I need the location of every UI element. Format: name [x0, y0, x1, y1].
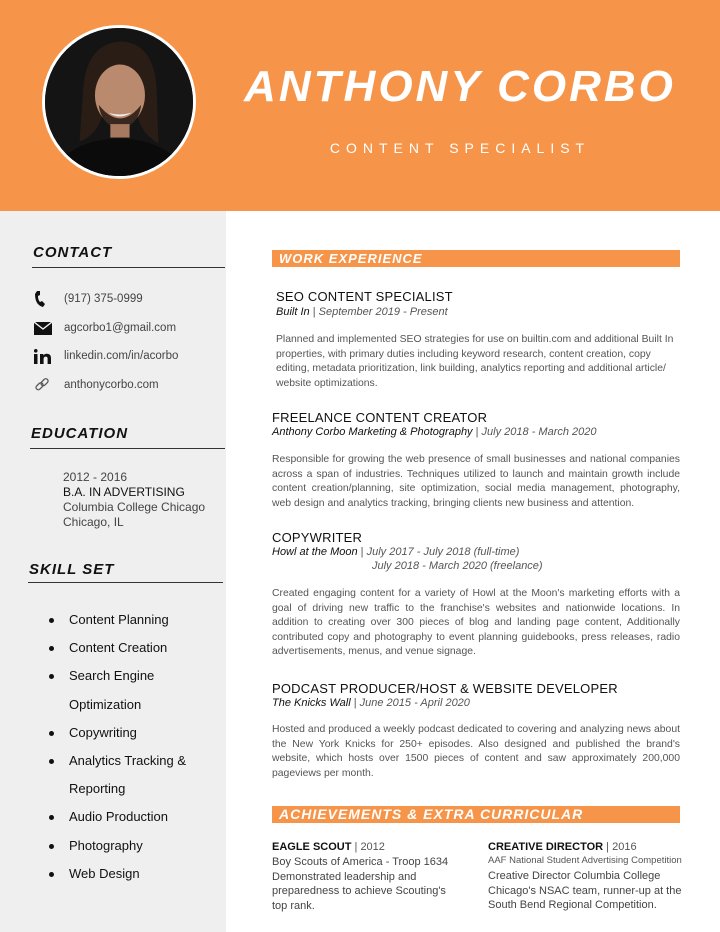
contact-phone	[34, 289, 143, 309]
education-school: Columbia College Chicago	[63, 500, 206, 514]
separator: |	[357, 546, 367, 558]
divider	[32, 267, 225, 268]
contact-email	[34, 318, 176, 338]
job-title: SEO CONTENT SPECIALIST	[276, 289, 453, 304]
achievement-title	[272, 841, 385, 853]
separator: |	[472, 426, 482, 438]
avatar	[42, 25, 196, 179]
job-org: The Knicks Wall	[272, 697, 351, 709]
contact-heading: CONTACT	[33, 244, 113, 261]
list-item: Copywriting	[46, 719, 216, 747]
job-meta	[272, 426, 597, 438]
education-block	[63, 470, 205, 530]
header-banner	[0, 0, 720, 211]
job-title: PODCAST PRODUCER/HOST & WEBSITE DEVELOPER	[272, 681, 618, 696]
mail-icon	[34, 319, 56, 337]
skills-list	[46, 606, 216, 888]
achievements-heading: ACHIEVEMENTS & EXTRA CURRICULAR	[272, 806, 680, 823]
achievement-description: Boy Scouts of America - Troop 1634 Demonstrated leadership and preparedness to achieve Scouting's top rank.	[272, 856, 449, 912]
education-location: Chicago, IL	[63, 515, 124, 529]
list-item: Search Engine Optimization	[46, 662, 216, 718]
job-title: COPYWRITER	[272, 530, 363, 545]
list-item: Web Design	[46, 860, 216, 888]
achievement-year: 2012	[360, 841, 385, 853]
list-item: Content Creation	[46, 634, 216, 662]
achievement-subtitle: AAF National Student Advertising Competition	[488, 855, 682, 866]
job-date: July 2018 - March 2020 (freelance)	[372, 560, 543, 572]
contact-linkedin	[34, 346, 178, 366]
achievement-name: EAGLE SCOUT	[272, 841, 352, 853]
job-org: Built In	[276, 306, 310, 318]
divider	[28, 582, 223, 583]
contact-phone-text: (917) 375-0999	[64, 293, 143, 305]
phone-icon	[34, 290, 56, 308]
separator: |	[309, 306, 319, 318]
link-icon	[34, 376, 56, 394]
job-meta-secondary	[372, 560, 543, 572]
contact-email-text[interactable]: agcorbo1@gmail.com	[64, 322, 177, 334]
contact-website-text[interactable]: anthonycorbo.com	[64, 379, 159, 391]
list-item: Audio Production	[46, 803, 216, 831]
achievement-name: CREATIVE DIRECTOR	[488, 841, 604, 853]
work-experience-heading: WORK EXPERIENCE	[272, 250, 680, 267]
achievement-description: Creative Director Columbia College Chicago's NSAC team, runner-up at the South Bend Regional Competition.	[488, 870, 682, 911]
job-org: Anthony Corbo Marketing & Photography	[272, 426, 473, 438]
job-meta	[272, 546, 519, 558]
job-meta	[276, 306, 448, 318]
contact-website	[34, 375, 159, 395]
portrait-photo	[45, 28, 193, 176]
job-description: Created engaging content for a variety of Howl at the Moon's marketing efforts with a goal of driving new traffic to the franchise's websites and nationwide locations. In addition to creating over 300 pieces of blog and landing page content, Additionally contributed copy and photography to event planning guidebooks, press releases, radio advertisements, menus, and venue signage.	[272, 588, 680, 657]
job-date: July 2018 - March 2020	[481, 426, 597, 438]
job-description: Responsible for growing the web presence of small businesses and national companies across a span of industries. Techniques utilized to launch and maintain growth include content creation/planning, site optimization, social media management, photography, web design and analytics tracking, bringing clients new business and attention.	[272, 454, 680, 509]
separator: |	[350, 697, 360, 709]
job-description: Planned and implemented SEO strategies for use on builtin.com and additional Built In properties, with primary duties including keyword research, content creation, copy editing, metadata prioritization, link building, analytics reporting and additional article/ website optimizations.	[276, 334, 674, 389]
education-degree: B.A. IN ADVERTISING	[63, 485, 185, 499]
skills-heading: SKILL SET	[29, 561, 115, 578]
achievement-year: 2016	[612, 841, 637, 853]
list-item: Content Planning	[46, 606, 216, 634]
contact-linkedin-text[interactable]: linkedin.com/in/acorbo	[64, 350, 179, 362]
linkedin-icon	[34, 347, 56, 365]
subtitle-role: CONTENT SPECIALIST	[329, 140, 591, 156]
achievement-title	[488, 841, 637, 853]
job-org: Howl at the Moon	[272, 546, 358, 558]
education-years: 2012 - 2016	[63, 470, 128, 484]
job-date: September 2019 - Present	[318, 306, 448, 318]
separator: |	[603, 841, 613, 853]
divider	[30, 448, 225, 449]
education-heading: EDUCATION	[31, 425, 129, 442]
list-item: Analytics Tracking & Reporting	[46, 747, 216, 803]
separator: |	[351, 841, 361, 853]
job-title: FREELANCE CONTENT CREATOR	[272, 410, 488, 425]
job-meta	[272, 697, 470, 709]
job-date: June 2015 - April 2020	[359, 697, 470, 709]
list-item: Photography	[46, 832, 216, 860]
job-description: Hosted and produced a weekly podcast dedicated to covering and analyzing news about the New York Knicks for 250+ episodes. Also designed and published the brand's website, which hosts over 1500 pieces of content and saw approximately 200,000 pageviews per month.	[272, 724, 680, 779]
page-title: ANTHONY CORBO	[244, 62, 676, 111]
job-date: July 2017 - July 2018 (full-time)	[366, 546, 520, 558]
